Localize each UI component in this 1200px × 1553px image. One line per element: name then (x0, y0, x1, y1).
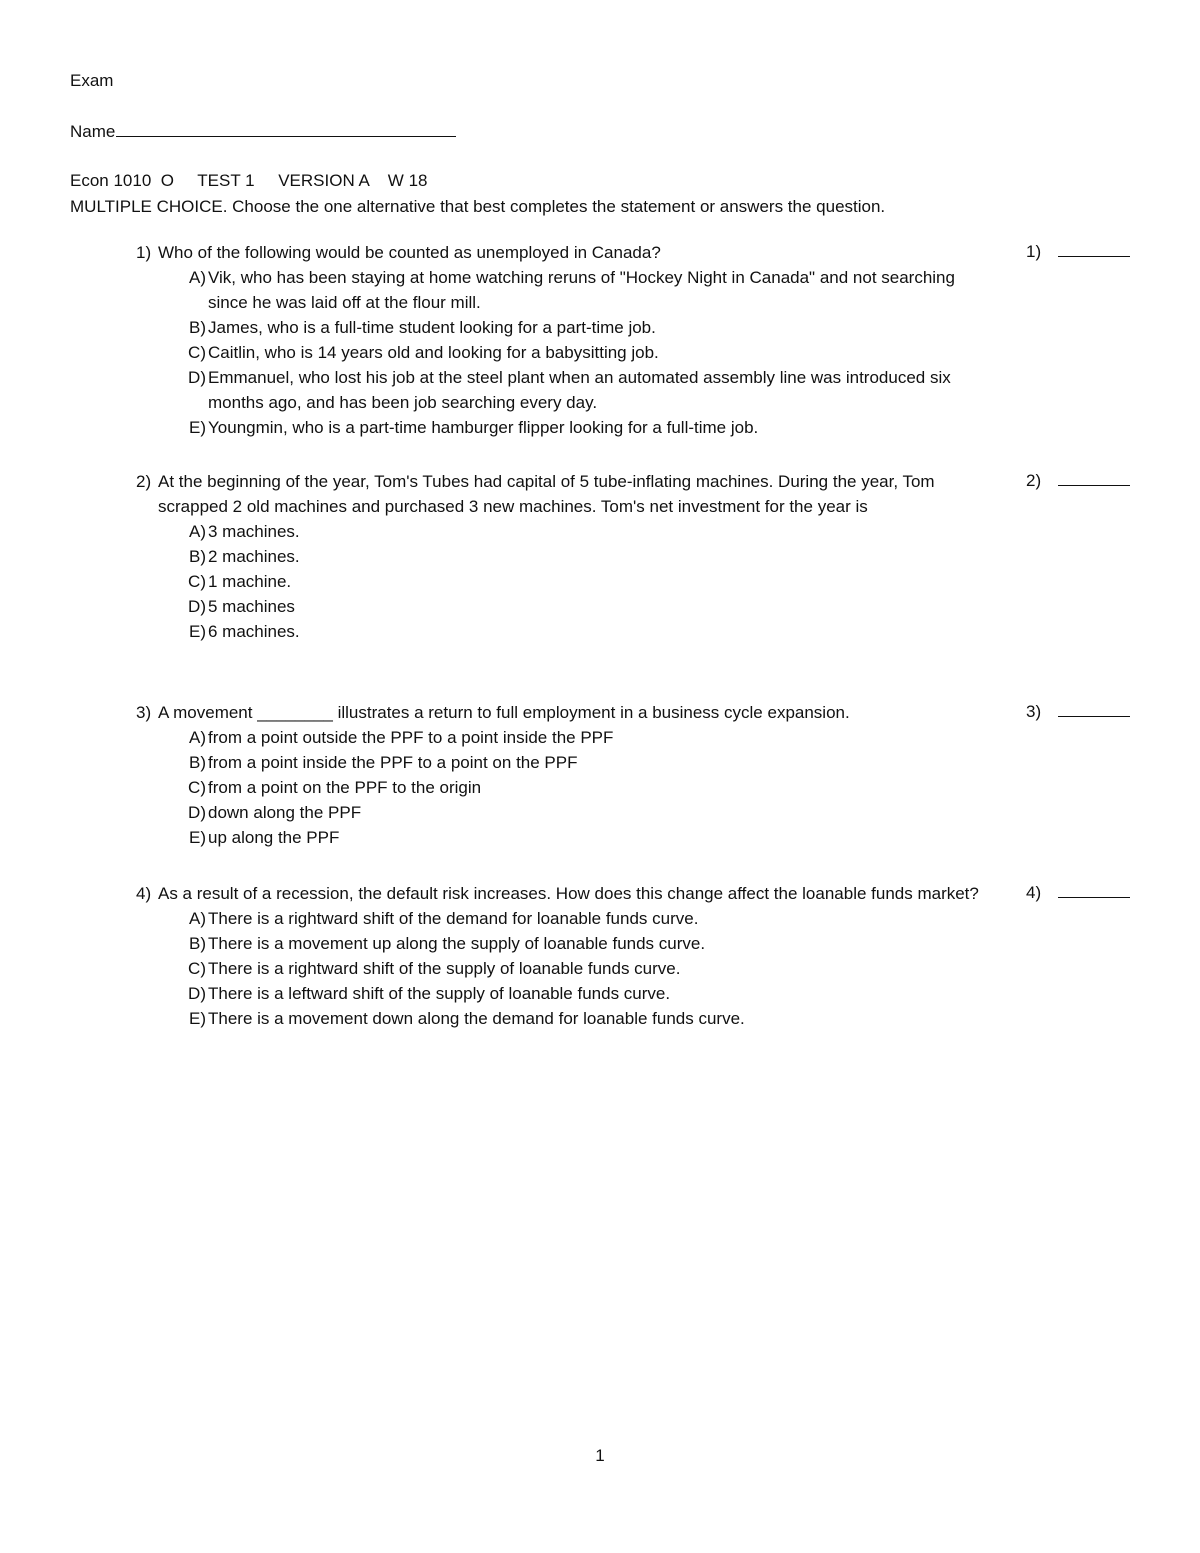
question-2 (136, 469, 1136, 644)
option-letter: B) (189, 934, 206, 953)
question-text: As a result of a recession, the default risk increases. How does this change affect the loanable funds market? (158, 884, 979, 903)
option-letter: B) (189, 318, 206, 337)
option-d (176, 365, 1136, 415)
name-blank-line (116, 121, 456, 137)
answer-field (1026, 469, 1130, 491)
option-letter: C) (188, 343, 206, 362)
option-text: from a point on the PPF to the origin (208, 778, 482, 797)
option-letter: A) (189, 728, 206, 747)
option-text: There is a movement down along the demand for loanable funds curve. (208, 1009, 745, 1028)
option-b (176, 931, 1136, 956)
option-text: James, who is a full-time student looking for a part-time job. (208, 318, 656, 337)
exam-label: Exam (70, 71, 114, 90)
option-letter: E) (189, 418, 206, 437)
option-letter: B) (189, 753, 206, 772)
option-text: There is a rightward shift of the supply of loanable funds curve. (208, 959, 681, 978)
option-b (176, 315, 1136, 340)
option-text: 1 machine. (208, 572, 292, 591)
question-text: At the beginning of the year, Tom's Tubes had capital of 5 tube-inflating machines. During the year, Tom scrapped 2 old machines and purchased 3 new machines. Tom's net investment for the year is (158, 472, 935, 516)
option-letter: D) (188, 368, 206, 387)
option-list (176, 265, 1136, 440)
option-d (176, 594, 1136, 619)
option-text: Caitlin, who is 14 years old and looking for a babysitting job. (208, 343, 659, 362)
option-text: There is a leftward shift of the supply of loanable funds curve. (208, 984, 671, 1003)
option-list (176, 725, 1136, 850)
question-number: 1) (136, 243, 152, 262)
page-number: 1 (595, 1446, 605, 1465)
option-c (176, 956, 1136, 981)
option-b (176, 544, 1136, 569)
course-info: Econ 1010 O TEST 1 VERSION A W 18 (70, 171, 428, 190)
option-letter: E) (189, 828, 206, 847)
option-text: down along the PPF (208, 803, 362, 822)
option-letter: B) (189, 547, 206, 566)
option-text: Vik, who has been staying at home watching reruns of "Hockey Night in Canada" and not searching since he was laid off at the flour mill. (208, 268, 955, 312)
answer-number: 1) (1026, 242, 1042, 261)
option-text: from a point inside the PPF to a point on the PPF (208, 753, 578, 772)
option-text: 3 machines. (208, 522, 300, 541)
option-text: 2 machines. (208, 547, 300, 566)
option-a (176, 265, 1136, 315)
question-1 (136, 240, 1136, 440)
option-text: 5 machines (208, 597, 295, 616)
option-e (176, 619, 1136, 644)
name-field (70, 121, 456, 143)
option-e (176, 415, 1136, 440)
section-instruction: MULTIPLE CHOICE. Choose the one alternative that best completes the statement or answers the question. (70, 197, 886, 216)
option-a (176, 519, 1136, 544)
option-letter: A) (189, 909, 206, 928)
option-d (176, 981, 1136, 1006)
option-a (176, 906, 1136, 931)
question-4 (136, 881, 1136, 1031)
option-list (176, 519, 1136, 644)
option-text: There is a rightward shift of the demand for loanable funds curve. (208, 909, 699, 928)
question-stem (136, 240, 1136, 265)
option-text: Youngmin, who is a part-time hamburger flipper looking for a full-time job. (208, 418, 759, 437)
question-number: 2) (136, 472, 152, 491)
option-letter: E) (189, 1009, 206, 1028)
option-text: from a point outside the PPF to a point inside the PPF (208, 728, 614, 747)
question-text: A movement ________ illustrates a return to full employment in a business cycle expansion. (158, 703, 850, 722)
option-d (176, 800, 1136, 825)
option-text: There is a movement up along the supply of loanable funds curve. (208, 934, 706, 953)
answer-number: 4) (1026, 883, 1042, 902)
answer-blank[interactable] (1058, 700, 1130, 717)
answer-blank[interactable] (1058, 881, 1130, 898)
option-c (176, 775, 1136, 800)
option-text: 6 machines. (208, 622, 300, 641)
option-letter: C) (188, 572, 206, 591)
option-c (176, 569, 1136, 594)
answer-number: 2) (1026, 471, 1042, 490)
question-3 (136, 700, 1136, 850)
option-letter: D) (188, 597, 206, 616)
answer-number: 3) (1026, 702, 1042, 721)
option-letter: D) (188, 984, 206, 1003)
question-number: 4) (136, 884, 152, 903)
question-stem (136, 700, 1136, 725)
answer-blank[interactable] (1058, 240, 1130, 257)
option-letter: E) (189, 622, 206, 641)
option-letter: C) (188, 778, 206, 797)
option-a (176, 725, 1136, 750)
option-letter: A) (189, 268, 206, 287)
name-label: Name (70, 122, 116, 141)
answer-blank[interactable] (1058, 469, 1130, 486)
question-number: 3) (136, 703, 152, 722)
option-letter: C) (188, 959, 206, 978)
question-stem (136, 881, 1136, 906)
option-e (176, 1006, 1136, 1031)
option-letter: D) (188, 803, 206, 822)
question-text: Who of the following would be counted as unemployed in Canada? (158, 243, 661, 262)
option-e (176, 825, 1136, 850)
option-letter: A) (189, 522, 206, 541)
answer-field (1026, 700, 1130, 722)
option-text: Emmanuel, who lost his job at the steel plant when an automated assembly line was introduced six months ago, and has been job searching every day. (208, 368, 951, 412)
answer-field (1026, 240, 1130, 262)
option-text: up along the PPF (208, 828, 340, 847)
option-b (176, 750, 1136, 775)
answer-field (1026, 881, 1130, 903)
option-c (176, 340, 1136, 365)
question-stem (136, 469, 1136, 519)
option-list (176, 906, 1136, 1031)
